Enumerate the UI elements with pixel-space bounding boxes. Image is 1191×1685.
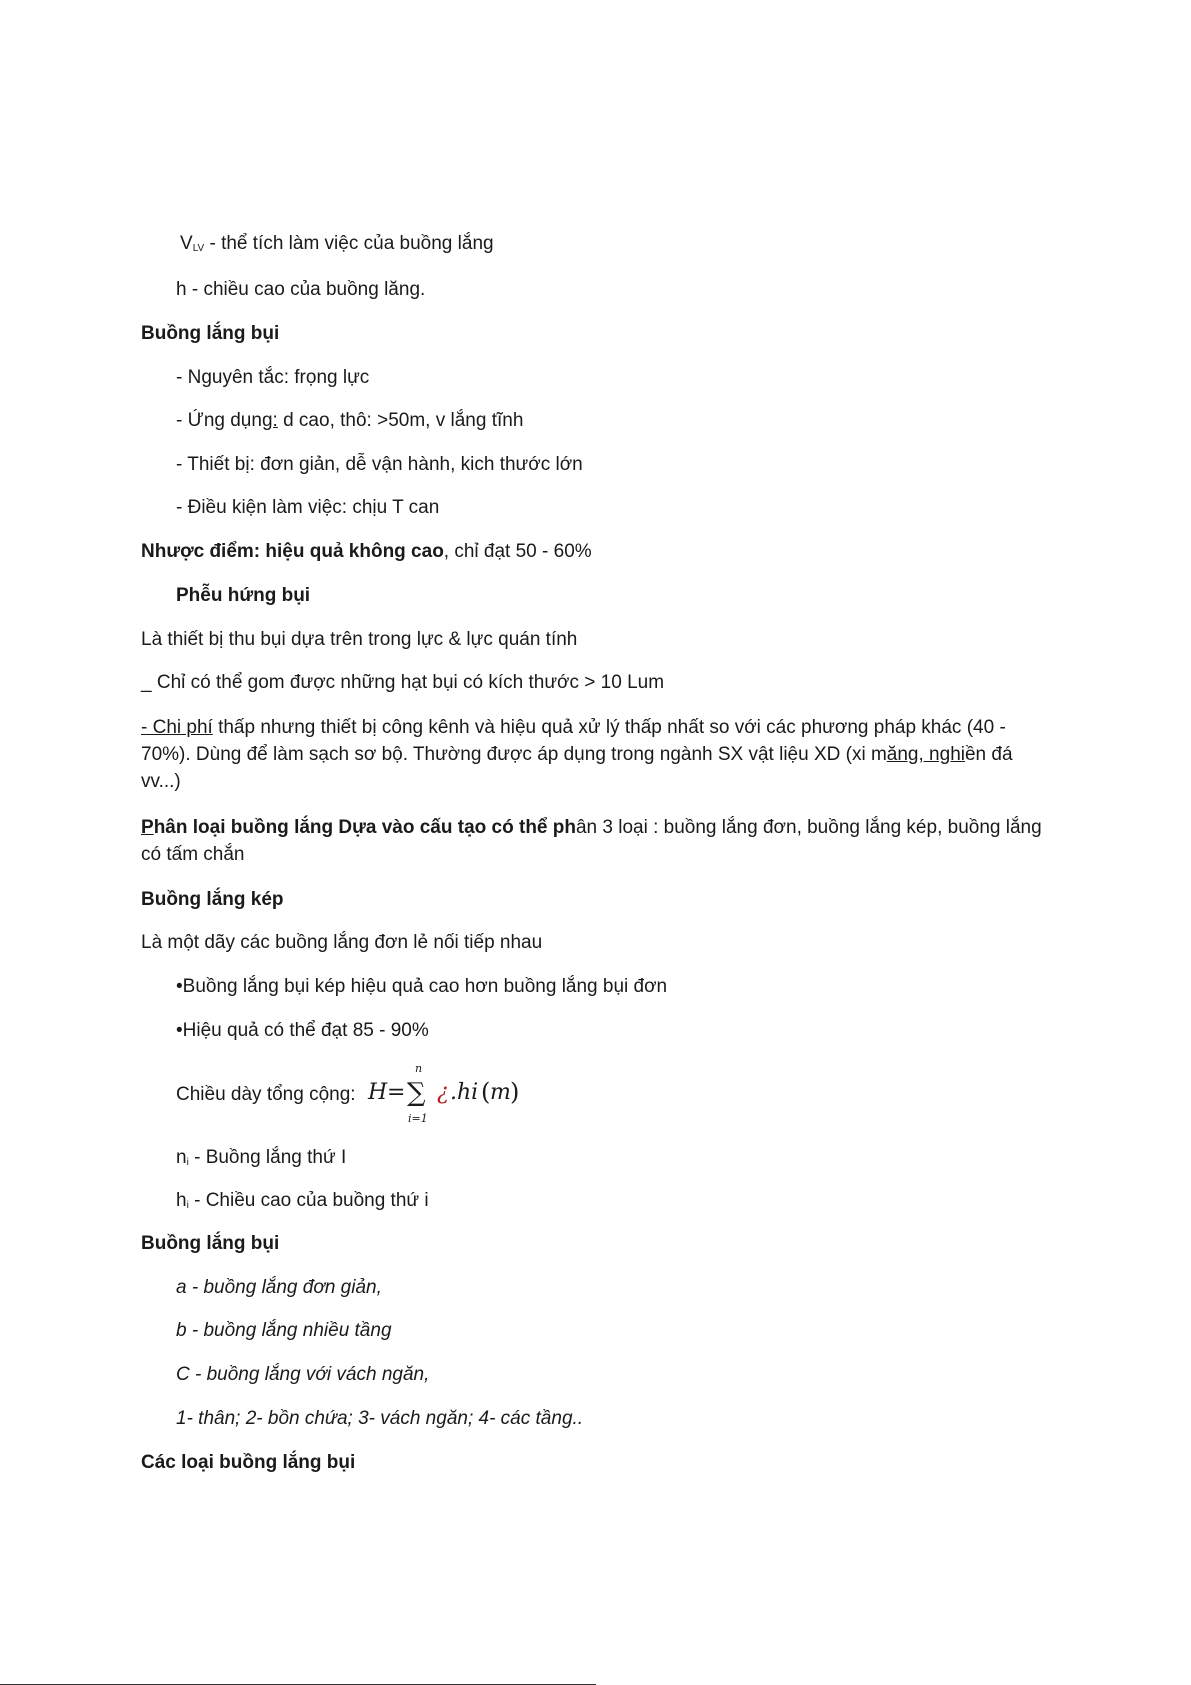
- vlv-symbol: V: [180, 233, 193, 254]
- ni-symbol: n: [176, 1147, 187, 1168]
- heading-buong-lang-bui-2: Buồng lắng bụi: [141, 1233, 280, 1254]
- formula-paren-close: ): [510, 1078, 520, 1106]
- sum-formula: [365, 1060, 525, 1130]
- ni-subscript: i: [186, 1157, 189, 1168]
- vlv-line: [180, 233, 494, 255]
- heading-cac-loai: Các loại buồng lắng bụi: [141, 1452, 356, 1473]
- chi-phi-text-2u: ăng, nghi: [886, 744, 965, 765]
- phan-loai-paragraph: [141, 814, 1071, 868]
- la-mot-day-line: Là một dãy các buồng lắng đơn lẻ nối tiếp nhau: [141, 932, 543, 953]
- nhuoc-diem-line: [141, 541, 592, 563]
- phan-loai-rest: ân 3 loại : buồng lắng đơn, buồng lắng kép, buồng lắng: [575, 817, 1042, 838]
- formula-unknown-glyph: ¿: [437, 1080, 449, 1105]
- formula-paren-open: (: [481, 1078, 491, 1106]
- h-line: h - chiều cao của buồng lăng.: [176, 279, 426, 300]
- ung-dung-line: [176, 410, 523, 432]
- chi-phi-text-1: thấp nhưng thiết bị công kênh và hiệu quả xử lý thấp nhất so với các phương pháp khác (40 -: [212, 717, 1006, 738]
- ung-dung-part-c: d cao, thô: >50m, v lắng tĩnh: [277, 410, 524, 431]
- nhuoc-diem-rest: , chỉ đạt 50 - 60%: [443, 541, 592, 562]
- caption-b: b - buồng lắng nhiều tầng: [176, 1320, 392, 1341]
- chi-phi-underlined: - Chi phí: [141, 717, 213, 738]
- bullet-item-1: •Buồng lắng bụi kép hiệu quả cao hơn buồng lắng bụi đơn: [176, 976, 668, 997]
- dieu-kien-line: - Điều kiện làm việc: chịu T can: [176, 497, 440, 518]
- chi-phi-text-2b: ền đá: [964, 744, 1013, 765]
- ung-dung-part-a: - Ứng dụn: [176, 410, 262, 431]
- chi-phi-text-2a: 70%). Dùng để làm sạch sơ bộ. Thường được áp dụng trong ngành SX vật liệu XD (xi m: [141, 744, 887, 765]
- phan-loai-bold: hân loại buồng lắng Dựa vào cấu tạo có thể ph: [153, 817, 576, 838]
- ni-description: - Buồng lắng thứ I: [188, 1147, 347, 1168]
- chi-phi-line-1: [141, 714, 1041, 741]
- nguyen-tac-line: - Nguyên tắc: frọng lực: [176, 367, 370, 388]
- heading-buong-lang-bui: Buồng lắng bụi: [141, 323, 280, 344]
- heading-pheu: Phễu hứng bụi: [176, 585, 311, 606]
- vlv-description: - thể tích làm việc của buồng lắng: [204, 233, 494, 254]
- chi-phi-paragraph: [141, 714, 1041, 795]
- ni-line: [176, 1147, 346, 1169]
- la-thiet-bi-line: Là thiết bị thu bụi dựa trên trong lực & lực quán tính: [141, 629, 578, 650]
- thiet-bi-line: - Thiết bị: đơn giản, dễ vận hành, kich thước lớn: [176, 454, 583, 475]
- ung-dung-part-b: g:: [261, 410, 278, 431]
- nhuoc-diem-bold: Nhược điểm: hiệu quả không cao: [141, 541, 444, 562]
- hi-subscript: i: [186, 1200, 189, 1211]
- chieu-day-label: Chiều dày tổng cộng:: [176, 1084, 356, 1105]
- sigma-icon: ∑: [407, 1078, 426, 1108]
- hi-description: - Chiều cao của buồng thứ i: [188, 1190, 429, 1211]
- formula-body: .hi: [450, 1080, 479, 1105]
- chi-phi-line-2: [141, 741, 1041, 768]
- phan-loai-line-2: có tấm chắn: [141, 844, 245, 865]
- phan-loai-initial: P: [141, 817, 154, 838]
- formula-upper-limit: n: [415, 1062, 423, 1075]
- chi-phi-line-3: vv...): [141, 771, 181, 792]
- heading-buong-lang-kep: Buồng lắng kép: [141, 889, 284, 910]
- caption-c: C - buồng lắng với vách ngăn,: [176, 1364, 430, 1385]
- formula-lhs: H: [368, 1080, 388, 1105]
- vlv-subscript: LV: [192, 243, 205, 254]
- hi-symbol: h: [176, 1190, 187, 1211]
- bullet-item-2: •Hiệu quả có thể đạt 85 - 90%: [176, 1020, 429, 1041]
- formula-lower-limit: i=1: [408, 1112, 428, 1125]
- caption-parts: 1- thân; 2- bồn chứa; 3- vách ngăn; 4- các tầng..: [176, 1408, 584, 1429]
- hi-line: [176, 1190, 429, 1212]
- formula-equals: =: [387, 1080, 406, 1105]
- caption-a: a - buồng lắng đơn giản,: [176, 1277, 382, 1298]
- phan-loai-line-1: [141, 814, 1071, 841]
- formula-unit: m: [490, 1080, 511, 1105]
- chi-co-the-line: _ Chỉ có thể gom được những hạt bụi có kích thước > 10 Lum: [141, 672, 665, 693]
